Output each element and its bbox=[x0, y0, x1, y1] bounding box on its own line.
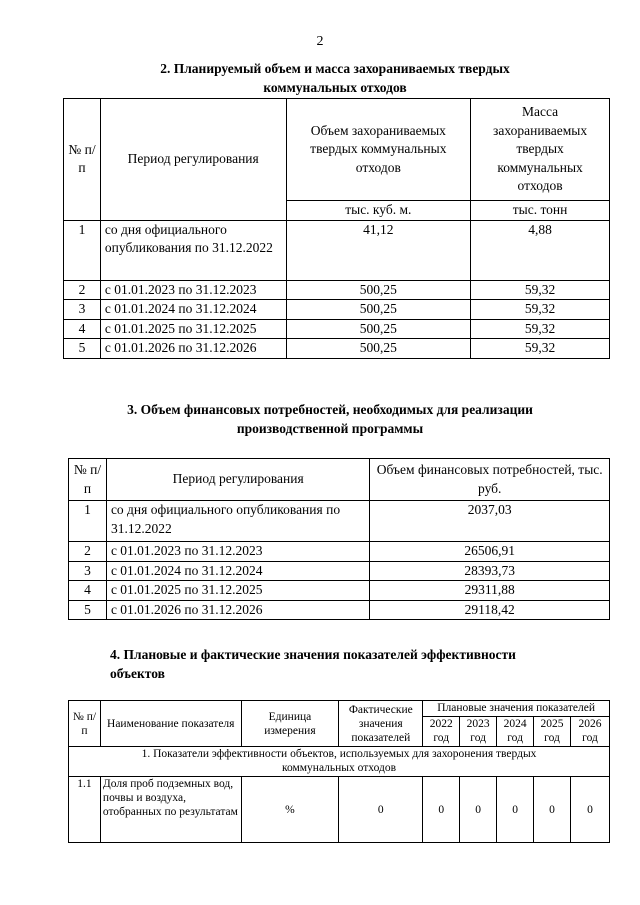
row-mass: 59,32 bbox=[471, 339, 610, 359]
header-year: 2025 год bbox=[534, 717, 571, 747]
row-volume: 500,25 bbox=[286, 319, 471, 339]
row-actual: 0 bbox=[339, 777, 423, 843]
header-name: Наименование показателя bbox=[100, 701, 241, 747]
row-num: 4 bbox=[69, 581, 107, 601]
row-mass: 59,32 bbox=[471, 280, 610, 300]
section-2-title bbox=[95, 59, 575, 97]
header-year: 2022 год bbox=[423, 717, 460, 747]
header-period: Период регулирования bbox=[100, 99, 286, 221]
group-row: 1. Показатели эффективности объектов, используемых для захоронения твердых коммунальных отходов bbox=[69, 747, 610, 777]
section-3-title-line2: производственной программы bbox=[236, 421, 424, 436]
header-year: 2023 год bbox=[460, 717, 497, 747]
row-num: 5 bbox=[69, 600, 107, 620]
row-num: 2 bbox=[64, 280, 101, 300]
header-year: 2024 год bbox=[497, 717, 534, 747]
row-period: с 01.01.2026 по 31.12.2026 bbox=[100, 339, 286, 359]
waste-volume-table bbox=[63, 98, 610, 359]
row-period: с 01.01.2024 по 31.12.2024 bbox=[100, 300, 286, 320]
row-period: с 01.01.2025 по 31.12.2025 bbox=[100, 319, 286, 339]
row-period: со дня официального опубликования по 31.12.2022 bbox=[106, 501, 369, 542]
row-value: 29118,42 bbox=[370, 600, 610, 620]
row-value: 26506,91 bbox=[370, 542, 610, 562]
row-period: с 01.01.2023 по 31.12.2023 bbox=[100, 280, 286, 300]
table-row bbox=[64, 319, 610, 339]
section-3-title bbox=[100, 400, 560, 438]
row-volume: 500,25 bbox=[286, 300, 471, 320]
header-planned: Плановые значения показателей bbox=[423, 701, 610, 717]
table-row bbox=[64, 220, 610, 280]
row-volume: 500,25 bbox=[286, 280, 471, 300]
row-period: с 01.01.2025 по 31.12.2025 bbox=[106, 581, 369, 601]
table-row bbox=[69, 501, 610, 542]
row-value: 28393,73 bbox=[370, 561, 610, 581]
section-2-title-line1: 2. Планируемый объем и масса захораниваемых твердых bbox=[160, 61, 510, 76]
table-row bbox=[69, 600, 610, 620]
header-period: Период регулирования bbox=[106, 459, 369, 501]
row-num: 5 bbox=[64, 339, 101, 359]
row-value: 29311,88 bbox=[370, 581, 610, 601]
row-mass: 59,32 bbox=[471, 300, 610, 320]
page-number: 2 bbox=[316, 34, 324, 49]
row-planned: 0 bbox=[570, 777, 609, 843]
header-mass: Масса захораниваемых твердых коммунальных отходов bbox=[471, 99, 610, 201]
section-3-title-line1: 3. Объем финансовых потребностей, необходимых для реализации bbox=[127, 402, 533, 417]
table-row bbox=[69, 581, 610, 601]
row-num: 4 bbox=[64, 319, 101, 339]
section-4-title-line2: объектов bbox=[110, 666, 165, 681]
header-actual: Фактические значения показателей bbox=[339, 701, 423, 747]
header-finance: Объем финансовых потребностей, тыс. руб. bbox=[370, 459, 610, 501]
header-volume: Объем захораниваемых твердых коммунальных отходов bbox=[286, 99, 471, 201]
header-num: № п/п bbox=[69, 701, 101, 747]
table-row bbox=[64, 339, 610, 359]
row-unit: % bbox=[241, 777, 339, 843]
section-2-title-line2: коммунальных отходов bbox=[263, 80, 407, 95]
row-planned: 0 bbox=[460, 777, 497, 843]
row-period: со дня официального опубликования по 31.12.2022 bbox=[100, 220, 286, 280]
finance-table bbox=[68, 458, 610, 620]
row-period: с 01.01.2023 по 31.12.2023 bbox=[106, 542, 369, 562]
row-num: 3 bbox=[69, 561, 107, 581]
row-num: 1 bbox=[64, 220, 101, 280]
header-volume-unit: тыс. куб. м. bbox=[286, 201, 471, 221]
table-row bbox=[69, 561, 610, 581]
row-volume: 41,12 bbox=[286, 220, 471, 280]
section-4-title-line1: 4. Плановые и фактические значения показателей эффективности bbox=[110, 647, 516, 662]
row-mass: 59,32 bbox=[471, 319, 610, 339]
row-volume: 500,25 bbox=[286, 339, 471, 359]
row-value: 2037,03 bbox=[370, 501, 610, 542]
section-4-title bbox=[110, 645, 580, 683]
header-num: № п/п bbox=[69, 459, 107, 501]
header-year: 2026 год bbox=[570, 717, 609, 747]
row-num: 1.1 bbox=[69, 777, 101, 843]
table-row bbox=[69, 542, 610, 562]
header-unit: Единица измерения bbox=[241, 701, 339, 747]
efficiency-table bbox=[68, 700, 610, 843]
row-planned: 0 bbox=[497, 777, 534, 843]
table-row bbox=[69, 777, 610, 843]
row-num: 3 bbox=[64, 300, 101, 320]
row-period: с 01.01.2024 по 31.12.2024 bbox=[106, 561, 369, 581]
row-num: 2 bbox=[69, 542, 107, 562]
table-row bbox=[64, 280, 610, 300]
header-mass-unit: тыс. тонн bbox=[471, 201, 610, 221]
row-num: 1 bbox=[69, 501, 107, 542]
row-planned: 0 bbox=[423, 777, 460, 843]
header-num: № п/п bbox=[64, 99, 101, 221]
row-period: с 01.01.2026 по 31.12.2026 bbox=[106, 600, 369, 620]
table-row bbox=[64, 300, 610, 320]
row-name: Доля проб подземных вод, почвы и воздуха, отобранных по результатам bbox=[100, 777, 241, 843]
row-planned: 0 bbox=[534, 777, 571, 843]
row-mass: 4,88 bbox=[471, 220, 610, 280]
